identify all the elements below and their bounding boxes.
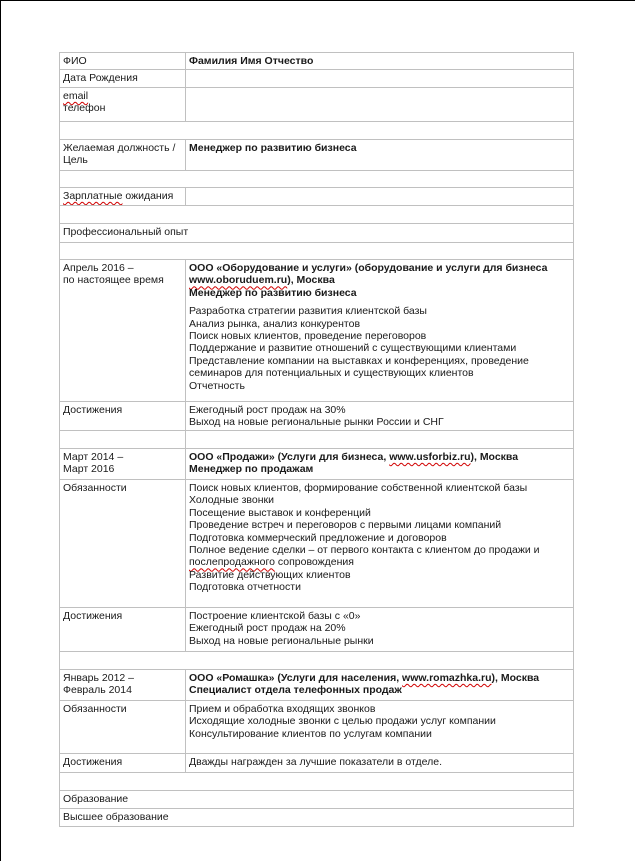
job-period-start: Апрель 2016 –	[63, 262, 134, 274]
achievements-list[interactable]	[186, 402, 574, 431]
blank-row	[60, 652, 574, 670]
company-url-link[interactable]: www.oboruduem.ru	[189, 274, 288, 287]
duty-item: Консультирование клиентов по услугам компании	[189, 727, 432, 740]
blank-cell[interactable]	[60, 652, 574, 670]
blank-cell[interactable]	[60, 122, 574, 140]
blank-cell[interactable]	[60, 243, 574, 260]
duty-item-continued	[189, 556, 570, 568]
achievement-item: Ежегодный рост продаж на 30%	[189, 404, 346, 416]
job-period-start: Март 2014 –	[63, 451, 124, 463]
birth-value[interactable]	[186, 70, 574, 88]
duties-label[interactable]: Обязанности	[60, 701, 186, 754]
row-birth	[60, 70, 574, 88]
job-2-header	[60, 449, 574, 480]
blank-row	[60, 773, 574, 791]
job-company-line1: ООО «Оборудование и услуги» (оборудование и услуги для бизнеса	[189, 262, 548, 274]
company-name: ООО «Продажи» (Услуги для бизнеса,	[189, 451, 390, 463]
blank-cell[interactable]	[60, 206, 574, 224]
job-1-period[interactable]	[60, 260, 186, 402]
job-2-period[interactable]	[60, 449, 186, 480]
achievements-label[interactable]: Достижения	[60, 608, 186, 652]
duty-item: Поиск новых клиентов, формирование собственной клиентской базы	[189, 482, 528, 494]
company-url-link[interactable]: www.usforbiz.ru	[389, 451, 471, 463]
blank-row	[60, 431, 574, 449]
company-location: ), Москва	[287, 274, 335, 287]
achievement-item: Выход на новые региональные рынки	[189, 634, 374, 647]
salary-label-misspelled: Зарплатные	[63, 190, 123, 202]
job-period-end: по настоящее время	[63, 274, 164, 287]
duty-item: Разработка стратегии развития клиентской базы	[189, 305, 427, 318]
resume-table	[59, 52, 574, 827]
fio-label[interactable]: ФИО	[60, 53, 186, 70]
job-3-header	[60, 670, 574, 701]
job-title: Менеджер по развитию бизнеса	[189, 286, 357, 299]
company-location: ), Москва	[470, 451, 519, 463]
birth-label[interactable]: Дата Рождения	[60, 70, 186, 88]
duty-item: Отчетность	[189, 379, 245, 392]
job-3-duties	[60, 701, 574, 754]
duties-list[interactable]	[186, 701, 574, 754]
row-salary	[60, 188, 574, 206]
achievement-item: Построение клиентской базы с «0»	[189, 610, 361, 622]
job-2-achievements	[60, 608, 574, 652]
job-title: Специалист отдела телефонных продаж	[189, 684, 402, 697]
email-label: email	[63, 90, 89, 102]
blank-row	[60, 171, 574, 188]
position-value[interactable]: Менеджер по развитию бизнеса	[186, 140, 574, 171]
job-1-achievements	[60, 402, 574, 431]
achievement-item: Ежегодный рост продаж на 20%	[189, 622, 346, 635]
job-company-line2	[189, 274, 570, 286]
duty-item: Подготовка отчетности	[189, 581, 301, 594]
job-title: Менеджер по продажам	[189, 463, 314, 476]
blank-cell[interactable]	[60, 773, 574, 791]
job-3-achievements	[60, 754, 574, 773]
job-2-duties	[60, 480, 574, 608]
achievements-label[interactable]: Достижения	[60, 402, 186, 431]
duties-label[interactable]: Обязанности	[60, 480, 186, 608]
blank-cell[interactable]	[60, 171, 574, 188]
contacts-value[interactable]	[186, 88, 574, 122]
job-period-end: Март 2016	[63, 463, 115, 476]
experience-heading[interactable]: Профессиональный опыт	[60, 224, 574, 243]
blank-cell[interactable]	[186, 431, 574, 449]
achievements-list[interactable]	[186, 608, 574, 652]
company-location: ), Москва	[491, 672, 540, 684]
job-3-details[interactable]	[186, 670, 574, 701]
company-url-link[interactable]: www.romazhka.ru	[402, 672, 492, 684]
duty-item: Анализ рынка, анализ конкурентов	[189, 317, 361, 330]
job-company	[189, 451, 570, 463]
row-position	[60, 140, 574, 171]
duty-rest: сопровождения	[274, 556, 354, 569]
duties-list[interactable]	[186, 480, 574, 608]
duty-item: Проведение встреч и переговоров с первыми лицами компаний	[189, 519, 502, 532]
blank-cell[interactable]	[60, 431, 186, 449]
job-period-start: Январь 2012 –	[63, 672, 135, 684]
job-company	[189, 672, 570, 684]
salary-label[interactable]	[60, 188, 186, 206]
row-education-value	[60, 809, 574, 827]
education-value[interactable]: Высшее образование	[60, 809, 574, 827]
job-3-period[interactable]	[60, 670, 186, 701]
duty-item: Исходящие холодные звонки с целью продажи услуг компании	[189, 715, 496, 728]
duty-item: Развитие действующих клиентов	[189, 568, 351, 581]
salary-value[interactable]	[186, 188, 574, 206]
row-contacts	[60, 88, 574, 122]
row-experience-heading	[60, 224, 574, 243]
duty-item: Посещение выставок и конференций	[189, 506, 371, 519]
position-label[interactable]: Желаемая должность / Цель	[60, 140, 186, 171]
job-2-details[interactable]	[186, 449, 574, 480]
row-fio	[60, 53, 574, 70]
salary-label-rest: ожидания	[122, 190, 174, 202]
duty-item: Холодные звонки	[189, 494, 274, 507]
achievements-list[interactable]	[186, 754, 574, 773]
job-1-header	[60, 260, 574, 402]
duty-item: Прием и обработка входящих звонков	[189, 703, 376, 715]
duty-item: Поиск новых клиентов, проведение переговоров	[189, 330, 427, 343]
duty-item: Поддержание и развитие отношений с существующими клиентами	[189, 342, 517, 355]
row-education-heading	[60, 791, 574, 809]
achievement-item: Дважды награжден за лучшие показатели в отделе.	[189, 756, 442, 768]
page-border-top	[0, 0, 635, 1]
blank-row	[60, 206, 574, 224]
fio-value[interactable]: Фамилия Имя Отчество	[186, 53, 574, 70]
company-name: ООО «Ромашка» (Услуги для населения,	[189, 672, 403, 684]
job-period-end: Февраль 2014	[63, 684, 132, 697]
duty-item: Представление компании на выставках и конференциях, проведение	[189, 354, 529, 367]
blank-row	[60, 243, 574, 260]
achievement-item: Выход на новые региональные рынки России и СНГ	[189, 416, 444, 429]
phone-label: телефон	[63, 102, 106, 115]
contacts-label-cell[interactable]	[60, 88, 186, 122]
duty-item: Подготовка коммерческий предложение и договоров	[189, 531, 447, 544]
achievements-label[interactable]: Достижения	[60, 754, 186, 773]
misspelled-word: послепродажного	[189, 556, 275, 569]
education-heading[interactable]: Образование	[60, 791, 574, 809]
page-border-left	[0, 0, 1, 861]
blank-row	[60, 122, 574, 140]
job-1-details[interactable]	[186, 260, 574, 402]
duty-item: семинаров для потенциальных и существующих клиентов	[189, 367, 474, 380]
duty-item: Полное ведение сделки – от первого контакта с клиентом до продажи и	[189, 544, 540, 557]
